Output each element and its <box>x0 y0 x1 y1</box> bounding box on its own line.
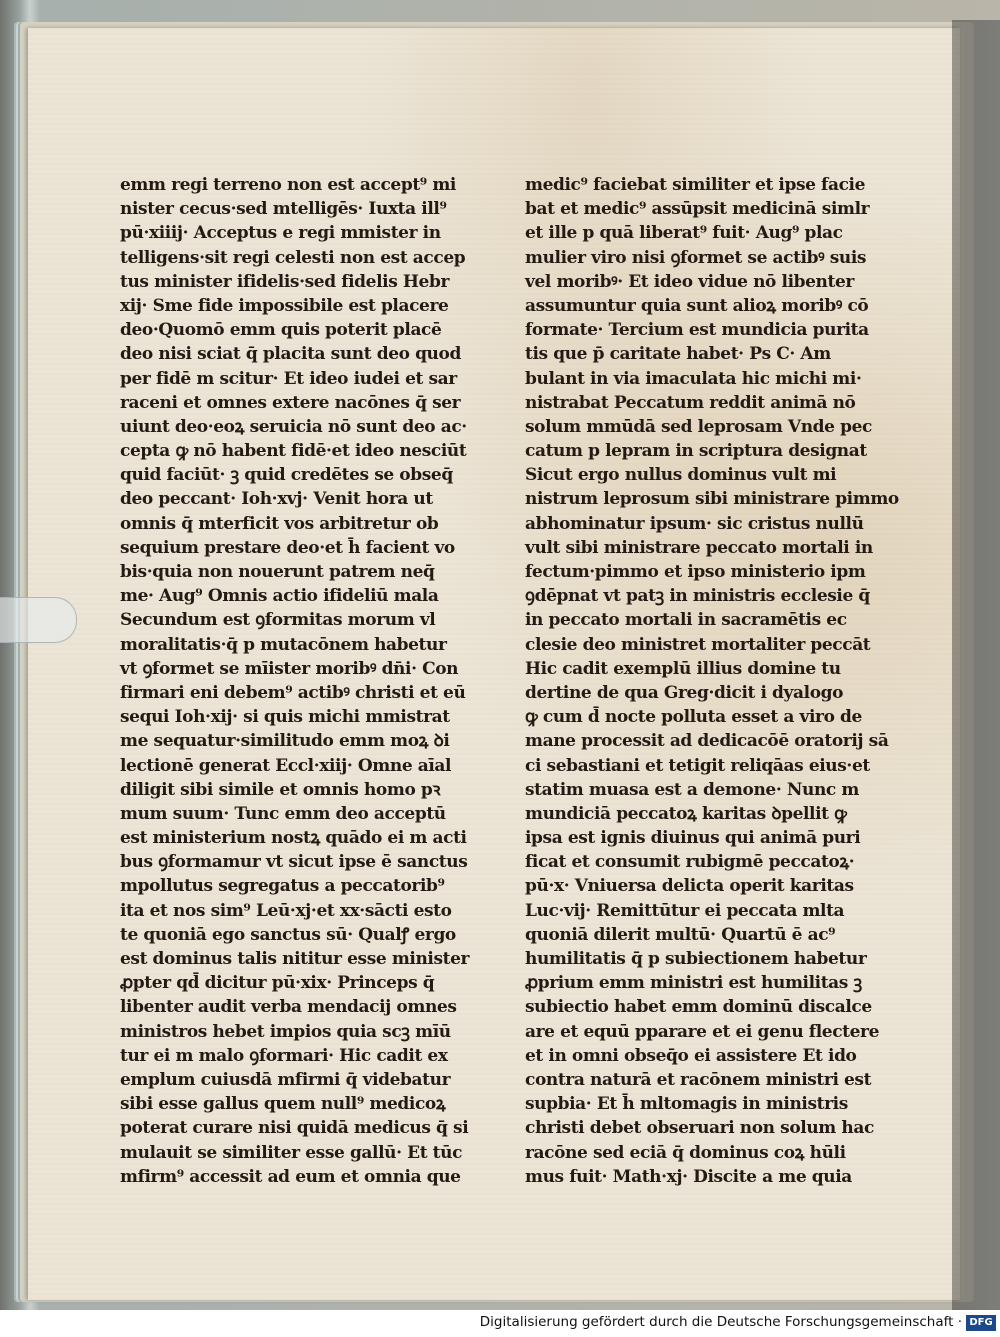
right-column-line: ficat et consumit rubigmē peccatoꝝ· <box>525 852 855 873</box>
left-column-line: vt ꝯformet se mīister moribꝰ dn̄i· Con <box>120 658 459 679</box>
left-column-line: libenter audit verba mendacij omnes <box>120 997 457 1018</box>
left-column-line: tur ei m malo ꝯformari· Hic cadit ex <box>120 1045 448 1066</box>
left-column-line: me· Aug⁹ Omnis actio ifideliū mala <box>120 586 439 607</box>
right-text-column <box>525 173 899 1189</box>
footer-bar <box>0 1310 1000 1337</box>
left-column-line: deo peccant· Ioh·xvj· Venit hora ut <box>120 489 433 510</box>
right-column-line: subiectio habet emm dominū discalce <box>525 997 872 1018</box>
left-column-line: ministros hebet impios quia scꝫ mīū <box>120 1021 451 1042</box>
left-column-line: nister cecus·sed mtelligēs· Iuxta ill⁹ <box>120 199 447 220</box>
right-column-line: Sicut ergo nullus dominus vult mi <box>525 465 837 486</box>
right-column-line: tis que p̄ caritate habet· Ps C· Am <box>525 344 831 365</box>
right-column-line: christi debet obseruari non solum hac <box>525 1118 874 1139</box>
right-column-line: fectum·pimmo et ipso ministerio ipm <box>525 562 866 582</box>
left-column-line: cepta ꝙ nō habent fidē·et ideo nesciūt <box>120 441 467 462</box>
right-column-line: are et equū pparare et ei genu flectere <box>525 1021 879 1042</box>
right-column-line: abhominatur ipsum· sic cristus nullū <box>525 513 864 534</box>
right-column-line: ꝯdēpnat vt patꝫ in ministris ecclesie q̄ <box>525 586 870 607</box>
right-column-line: racōne sed eciā q̄ dominus coꝝ hūli <box>525 1142 846 1163</box>
left-column-line: poterat curare nisi quidā medicus q̄ si <box>120 1118 469 1139</box>
dfg-logo: DFG <box>966 1315 996 1331</box>
right-column-line: bulant in via imaculata hic michi mi· <box>525 368 862 389</box>
left-column-line: sequium prestare deo·et h̄ facient vo <box>120 537 455 558</box>
left-column-line: mulauit se similiter esse gallū· Et tūc <box>120 1142 463 1163</box>
left-column-line: mum suum· Tunc emm deo acceptū <box>120 803 446 824</box>
left-column-line: per fidē m scitur· Et ideo iudei et sar <box>120 368 457 389</box>
left-column-line: telligens·sit regi celesti non est accep <box>120 247 466 268</box>
right-column-line: mus fuit· Math·xj· Discite a me quia <box>525 1166 852 1187</box>
left-column-line: tus minister ifidelis·sed fidelis Hebr <box>120 271 450 292</box>
right-column-line: vult sibi ministrare peccato mortali in <box>525 537 873 558</box>
right-column-line: assumuntur quia sunt alioꝝ moribꝰ cō <box>525 295 869 316</box>
left-column-line: emm regi terreno non est accept⁹ mi <box>120 175 456 195</box>
left-column-line: omnis q̄ mterficit vos arbitretur ob <box>120 513 439 534</box>
left-column-line: moralitatis·q̄ p mutacōnem habetur <box>120 634 447 655</box>
right-column-line: mane processit ad dedicacōē oratorij sā <box>525 731 889 752</box>
right-column-line: ci sebastiani et tetigit reliqāas eius·et <box>525 755 870 776</box>
right-column-line: quoniā dilerit multū· Quartū ē ac⁹ <box>525 924 836 945</box>
left-column-line: pū·xiiij· Acceptus e regi mmister in <box>120 223 441 244</box>
left-column-line: ꝓpter qd̄ dicitur pū·xix· Princeps q̄ <box>120 973 435 994</box>
left-column-line: quid faciūt· ꝫ quid credētes se obseq̄ <box>120 465 453 486</box>
right-column-line: dertine de qua Greg·dicit i dyalogo <box>525 682 844 703</box>
right-column-line: supbia· Et h̄ mltomagis in ministris <box>525 1094 848 1115</box>
left-column-line: emplum cuiusdā mfirmi q̄ videbatur <box>120 1069 451 1090</box>
left-column-line: bis·quia non nouerunt patrem neq̄ <box>120 562 435 582</box>
right-column-line: Hic cadit exemplū illius domine tu <box>525 658 841 679</box>
right-column-line: in peccato mortali in sacramētis ec <box>525 610 847 631</box>
book-gutter <box>952 20 1000 1310</box>
funding-credit: Digitalisierung gefördert durch die Deutsche Forschungsgemeinschaft · <box>479 1314 962 1330</box>
left-column-line: raceni et omnes extere nacōnes q̄ ser <box>120 392 461 413</box>
right-column-line: ipsa est ignis diuinus qui animā puri <box>525 828 861 849</box>
left-column-line: te quoniā ego sanctus sū· Qualꝭ ergo <box>120 924 456 945</box>
left-column-line: bus ꝯformamur vt sicut ipse ē sanctus <box>120 852 468 873</box>
left-column-line: deo nisi sciat q̄ placita sunt deo quod <box>120 344 461 365</box>
right-column-line: Luc·vij· Remittūtur ei peccata mlta <box>525 900 845 921</box>
left-column-line: lectionē generat Eccl·xiij· Omne aīal <box>120 755 452 776</box>
left-column-line: ita et nos sim⁹ Leū·xj·et xx·sācti esto <box>120 900 452 921</box>
left-column-line: est ministerium nostꝝ quādo ei m acti <box>120 828 467 849</box>
right-column-line: ꝙ cum d̄ nocte polluta esset a viro de <box>525 707 862 728</box>
right-column-line: catum p lepram in scriptura designat <box>525 441 867 462</box>
page-marker-tab <box>0 597 77 643</box>
left-column-line: uiunt deo·eoꝝ seruicia nō sunt deo ac· <box>120 416 467 437</box>
right-column-line: humilitatis q̄ p subiectionem habetur <box>525 949 867 969</box>
left-column-line: est dominus talis nititur esse minister <box>120 949 470 969</box>
right-column-line: clesie deo ministret mortaliter peccāt <box>525 634 871 655</box>
right-column-line: contra naturā et racōnem ministri est <box>525 1069 872 1090</box>
left-column-line: sibi esse gallus quem null⁹ medicoꝝ <box>120 1094 446 1115</box>
left-column-line: xij· Sme fide impossibile est placere <box>120 295 449 316</box>
right-column-line: bat et medic⁹ assūpsit medicinā simlr <box>525 199 870 220</box>
left-column-line: sequi Ioh·xij· si quis michi mmistrat <box>120 707 450 728</box>
right-column-line: et in omni obseq̄o ei assistere Et ido <box>525 1045 857 1066</box>
left-text-column <box>120 173 470 1189</box>
right-column-line: mundiciā peccatoꝝ karitas ꝺpellit ꝙ <box>525 803 847 824</box>
right-column-line: vel moribꝰ· Et ideo vidue nō libenter <box>525 271 854 292</box>
right-column-line: solum mmūdā sed leprosam Vnde pec <box>525 416 872 437</box>
right-column-line: formate· Tercium est mundicia purita <box>525 320 869 341</box>
left-column-line: deo·Quomō emm quis poterit placē <box>120 320 442 341</box>
left-column-line: Secundum est ꝯformitas morum vl <box>120 610 436 631</box>
right-column-line: ꝓprium emm ministri est humilitas ꝫ <box>525 973 862 994</box>
left-column-line: mfirm⁹ accessit ad eum et omnia que <box>120 1166 461 1187</box>
right-column-line: et ille p quā liberat⁹ fuit· Aug⁹ plac <box>525 223 843 244</box>
left-column-line: mpollutus segregatus a peccatorib⁹ <box>120 876 445 897</box>
right-column-line: statim muasa est a demone· Nunc m <box>525 779 859 800</box>
left-column-line: diligit sibi simile et omnis homo pꝛ <box>120 779 441 800</box>
right-column-line: nistrabat Peccatum reddit animā nō <box>525 392 856 413</box>
right-column-line: nistrum leprosum sibi ministrare pimmo <box>525 489 899 510</box>
left-column-line: firmari eni debem⁹ actibꝰ christi et eū <box>120 682 466 703</box>
right-column-line: mulier viro nisi ꝯformet se actibꝰ suis <box>525 247 867 268</box>
right-column-line: medic⁹ faciebat similiter et ipse facie <box>525 175 866 195</box>
right-column-line: pū·x· Vniuersa delicta operit karitas <box>525 876 854 897</box>
left-column-line: me sequatur·similitudo emm moꝝ ꝺi <box>120 731 450 752</box>
